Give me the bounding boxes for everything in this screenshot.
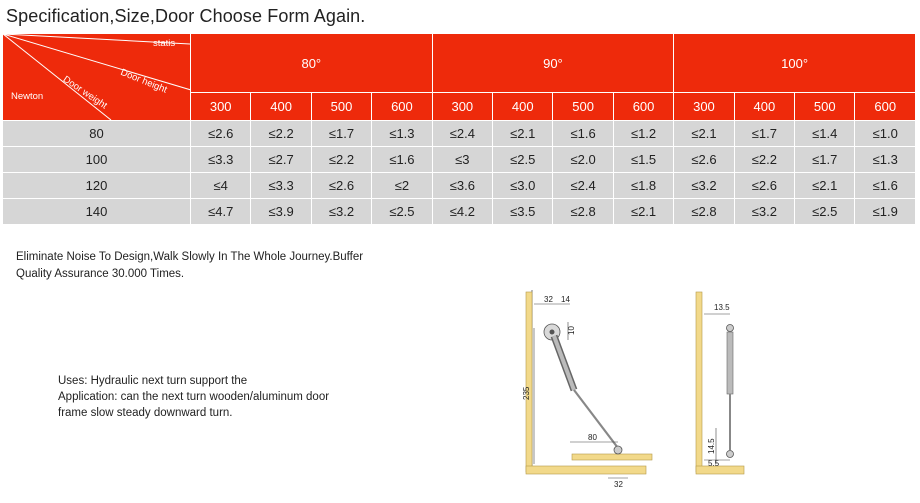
table-cell: ≤2.6 bbox=[191, 121, 251, 147]
table-cell: ≤3.0 bbox=[493, 173, 553, 199]
table-cell: ≤2.1 bbox=[493, 121, 553, 147]
strut-cylinder bbox=[727, 332, 733, 394]
dim-top-b: 14 bbox=[561, 295, 570, 304]
table-cell: ≤2.5 bbox=[372, 199, 432, 225]
table-cell: ≤2.6 bbox=[734, 173, 794, 199]
table-cell: ≤2.1 bbox=[795, 173, 855, 199]
table-cell: ≤1.7 bbox=[311, 121, 371, 147]
height-header: 600 bbox=[372, 93, 432, 121]
table-cell: ≤2.4 bbox=[432, 121, 492, 147]
angle-header-80: 80° bbox=[191, 34, 433, 93]
table-cell: ≤3.6 bbox=[432, 173, 492, 199]
height-header: 300 bbox=[674, 93, 734, 121]
bottom-panel bbox=[696, 466, 744, 474]
table-cell: ≤3.9 bbox=[251, 199, 311, 225]
height-header: 400 bbox=[251, 93, 311, 121]
bottom-panel bbox=[526, 466, 646, 474]
height-header: 600 bbox=[855, 93, 916, 121]
dim-small: 10 bbox=[567, 326, 576, 335]
table-cell: ≤2.2 bbox=[251, 121, 311, 147]
table-corner-header bbox=[3, 34, 191, 121]
feature-note-line: Eliminate Noise To Design,Walk Slowly In The Whole Journey.Buffer bbox=[16, 251, 364, 263]
feature-note bbox=[16, 249, 363, 283]
height-header: 500 bbox=[553, 93, 613, 121]
dim-height: 235 bbox=[522, 386, 531, 400]
door-panel bbox=[572, 454, 652, 460]
row-newton-label: 80 bbox=[3, 121, 191, 147]
dim-mid: 80 bbox=[588, 433, 597, 442]
table-cell: ≤2.2 bbox=[311, 147, 371, 173]
table-cell: ≤2.4 bbox=[553, 173, 613, 199]
table-cell: ≤2.6 bbox=[311, 173, 371, 199]
table-cell: ≤3.3 bbox=[191, 147, 251, 173]
row-newton-label: 120 bbox=[3, 173, 191, 199]
table-cell: ≤2.0 bbox=[553, 147, 613, 173]
table-cell: ≤3.3 bbox=[251, 173, 311, 199]
table-cell: ≤4.2 bbox=[432, 199, 492, 225]
height-header: 300 bbox=[191, 93, 251, 121]
table-cell: ≤2.5 bbox=[795, 199, 855, 225]
table-row bbox=[3, 147, 916, 173]
row-newton-label: 100 bbox=[3, 147, 191, 173]
corner-statis-label: statis bbox=[153, 38, 176, 49]
table-row bbox=[3, 121, 916, 147]
table-cell: ≤3.5 bbox=[493, 199, 553, 225]
height-header: 400 bbox=[734, 93, 794, 121]
table-cell: ≤1.6 bbox=[553, 121, 613, 147]
table-cell: ≤1.9 bbox=[855, 199, 916, 225]
table-cell: ≤3 bbox=[432, 147, 492, 173]
cabinet-side-panel bbox=[696, 292, 702, 472]
page-title: Specification,Size,Door Choose Form Again. bbox=[6, 6, 366, 26]
table-cell: ≤1.3 bbox=[855, 147, 916, 173]
table-cell: ≤1.7 bbox=[795, 147, 855, 173]
dim-top-a: 32 bbox=[544, 295, 553, 304]
corner-door-weight-label: Door weight bbox=[60, 74, 110, 112]
dim-top: 13.5 bbox=[714, 303, 730, 312]
table-cell: ≤2.5 bbox=[493, 147, 553, 173]
table-cell: ≤2.8 bbox=[553, 199, 613, 225]
height-header: 500 bbox=[795, 93, 855, 121]
table-row bbox=[3, 173, 916, 199]
table-cell: ≤2.2 bbox=[734, 147, 794, 173]
uses-note bbox=[58, 373, 329, 421]
height-header: 300 bbox=[432, 93, 492, 121]
top-pivot-center bbox=[550, 330, 555, 335]
application-line: frame slow steady downward turn. bbox=[58, 407, 233, 419]
installation-diagram-vertical bbox=[690, 288, 760, 488]
top-pivot bbox=[727, 325, 734, 332]
table-cell: ≤4.7 bbox=[191, 199, 251, 225]
dim-bottom: 5.5 bbox=[708, 459, 720, 468]
bottom-pivot bbox=[727, 451, 734, 458]
uses-line: Uses: Hydraulic next turn support the bbox=[58, 375, 248, 387]
dim-side: 14.5 bbox=[707, 438, 716, 454]
table-cell: ≤2.1 bbox=[613, 199, 673, 225]
table-cell: ≤1.6 bbox=[855, 173, 916, 199]
row-newton-label: 140 bbox=[3, 199, 191, 225]
table-cell: ≤1.7 bbox=[734, 121, 794, 147]
height-header: 600 bbox=[613, 93, 673, 121]
table-cell: ≤1.6 bbox=[372, 147, 432, 173]
table-cell: ≤2.7 bbox=[251, 147, 311, 173]
corner-door-height-label: Door height bbox=[118, 67, 169, 96]
table-cell: ≤2 bbox=[372, 173, 432, 199]
dim-bottom: 32 bbox=[614, 480, 623, 489]
table-cell: ≤3.2 bbox=[734, 199, 794, 225]
table-cell: ≤1.8 bbox=[613, 173, 673, 199]
feature-note-line: Quality Assurance 30.000 Times. bbox=[16, 268, 185, 280]
table-cell: ≤1.3 bbox=[372, 121, 432, 147]
installation-diagram-angled bbox=[512, 288, 662, 493]
strut-cylinder-highlight bbox=[554, 336, 574, 390]
table-cell: ≤1.0 bbox=[855, 121, 916, 147]
table-cell: ≤1.4 bbox=[795, 121, 855, 147]
table-cell: ≤2.1 bbox=[674, 121, 734, 147]
table-row bbox=[3, 199, 916, 225]
height-header: 400 bbox=[493, 93, 553, 121]
angle-header-100: 100° bbox=[674, 34, 916, 93]
application-line: Application: can the next turn wooden/aluminum door bbox=[58, 391, 330, 403]
angle-header-90: 90° bbox=[432, 34, 674, 93]
table-cell: ≤4 bbox=[191, 173, 251, 199]
table-cell: ≤2.6 bbox=[674, 147, 734, 173]
cabinet-side-panel bbox=[526, 292, 532, 472]
table-cell: ≤1.2 bbox=[613, 121, 673, 147]
table-cell: ≤3.2 bbox=[311, 199, 371, 225]
table-cell: ≤3.2 bbox=[674, 173, 734, 199]
bottom-pivot bbox=[614, 446, 622, 454]
table-cell: ≤2.8 bbox=[674, 199, 734, 225]
height-header: 500 bbox=[311, 93, 371, 121]
table-cell: ≤1.5 bbox=[613, 147, 673, 173]
corner-newton-label: Newton bbox=[11, 91, 44, 102]
spec-table bbox=[2, 33, 916, 225]
